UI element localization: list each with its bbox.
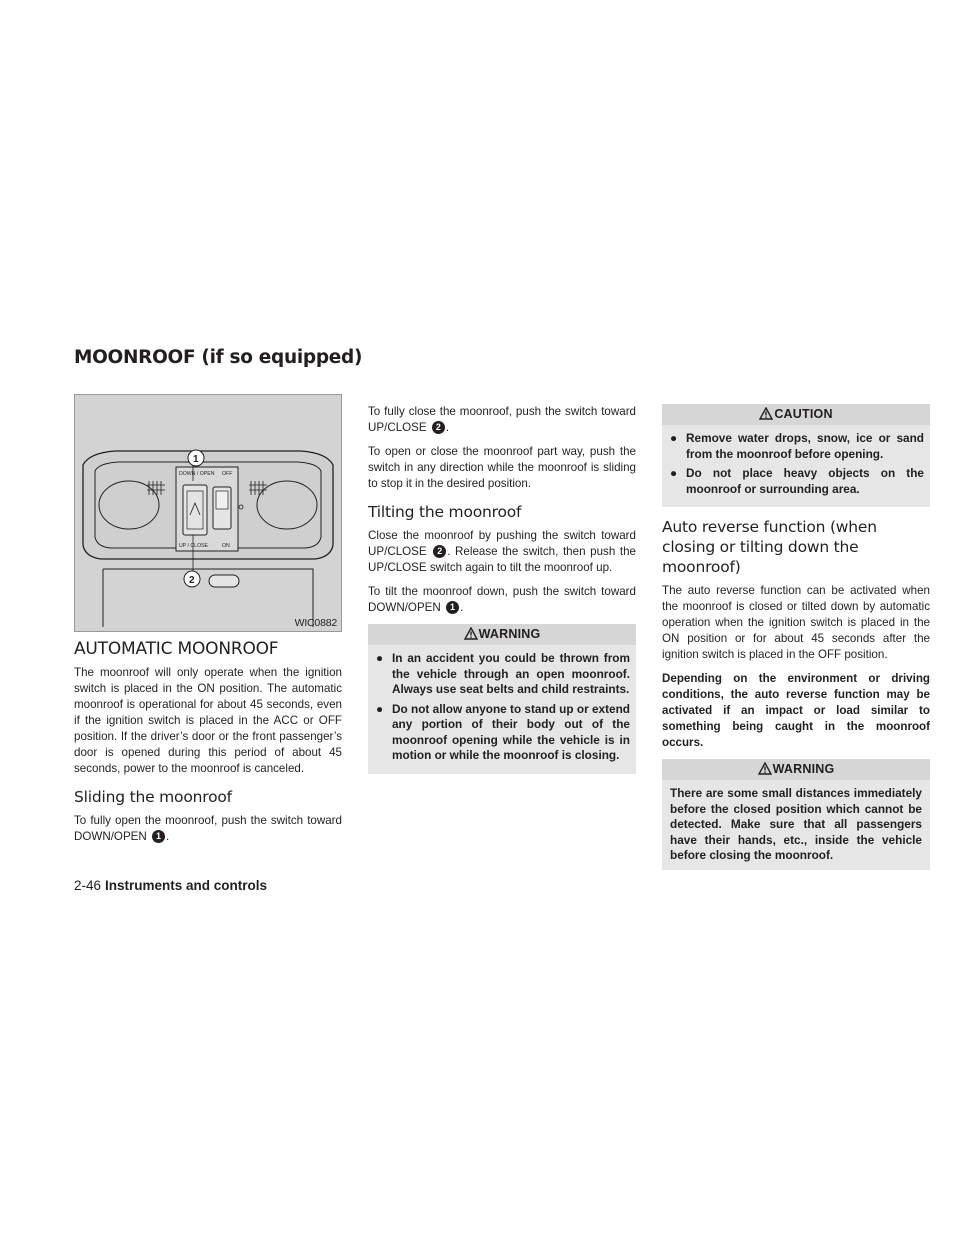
tilt-down-text: To tilt the moonroof down, push the switch toward DOWN/OPEN [368, 585, 636, 614]
figure-label-off: OFF [222, 471, 233, 477]
figure-callout-1: 1 [193, 454, 199, 465]
warning-box-2 [662, 759, 930, 870]
figure-label-on: ON [222, 543, 230, 549]
warning-list [368, 651, 636, 764]
caution-item [670, 431, 924, 462]
bullet-icon: ● [376, 701, 384, 716]
auto-reverse-paragraph: The auto reverse function can be activated when the moonroof is closed or tilted down by automatic operation when the ignition switch is placed in the ON position or for about 45 seconds after the ignition switch is placed in the OFF position. [662, 584, 930, 661]
warning-text: There are some small distances immediately before the closed position which cannot be detected. Make sure that all passengers have their hands, etc., inside the vehicle before closing the moonroof. [670, 786, 922, 862]
sliding-open-paragraph [74, 813, 342, 845]
caution-item-text: Do not place heavy objects on the moonroof or surrounding area. [686, 466, 924, 496]
caution-header [662, 404, 930, 425]
caution-item-text: Remove water drops, snow, ice or sand from the moonroof before opening. [686, 431, 924, 461]
tilt-up-text: Close the moonroof by pushing the switch toward UP/CLOSE [368, 529, 636, 558]
tilt-down-end: . [460, 601, 464, 614]
warning-item [376, 651, 630, 698]
figure-label-up-close: UP / CLOSE [179, 543, 209, 549]
warning-icon [464, 627, 478, 640]
figure-callout-2: 2 [189, 575, 195, 586]
callout-1-ref: 1 [446, 601, 459, 614]
warning-item-text: In an accident you could be thrown from the vehicle through an open moonroof. Always use seat belts and child restraints. [392, 651, 630, 696]
warning-box-1 [368, 624, 636, 774]
tilt-up-end: . Release the switch, then push the UP/CLOSE switch again to tilt the moonroof up. [368, 545, 636, 574]
warning-header-text: WARNING [772, 762, 835, 776]
sliding-close-text: To fully close the moonroof, push the switch toward UP/CLOSE [368, 405, 636, 434]
tilt-up-paragraph [368, 528, 636, 576]
warning-icon [758, 762, 772, 775]
automatic-moonroof-paragraph: The moonroof will only operate when the ignition switch is placed in the ON position. The automatic moonroof is operational for about 45 seconds, even if the ignition switch is placed in the ACC or OFF position. If the driver’s door or the front passenger’s door is opened during this period of about 45 seconds, power to the moonroof is canceled. [74, 666, 342, 775]
tilt-down-paragraph [368, 584, 636, 616]
footer-section-name: Instruments and controls [105, 878, 268, 893]
warning-header-text: WARNING [478, 627, 541, 641]
warning-item [376, 702, 630, 764]
sliding-moonroof-subtitle: Sliding the moonroof [74, 788, 232, 806]
column-2 [368, 404, 636, 780]
caution-list [662, 431, 930, 497]
caution-box [662, 404, 930, 507]
warning-header [662, 759, 930, 780]
sliding-close-paragraph [368, 404, 636, 436]
caution-icon [759, 407, 773, 420]
callout-2-ref: 2 [433, 545, 446, 558]
warning-header [368, 624, 636, 645]
warning-item-text: Do not allow anyone to stand up or extend any portion of their body out of the moonroof opening while the vehicle is in motion or while the moonroof is closing. [392, 701, 630, 762]
tilting-moonroof-subtitle: Tilting the moonroof [368, 503, 522, 521]
page-number: 2-46 [74, 878, 102, 893]
section-heading: MOONROOF (if so equipped) [74, 347, 363, 368]
column-1 [74, 394, 342, 853]
auto-reverse-subtitle: Auto reverse function (when closing or tilting down the moonroof) [662, 518, 877, 576]
callout-2-ref: 2 [432, 421, 445, 434]
overhead-console-illustration [75, 395, 341, 631]
figure-code: WIC0882 [294, 617, 337, 629]
sliding-close-end: . [445, 421, 450, 434]
bullet-icon: ● [670, 466, 678, 480]
sliding-open-end: . [166, 830, 170, 843]
moonroof-switch-figure [74, 394, 342, 632]
partway-paragraph: To open or close the moonroof part way, push the switch in any direction while the moonroof is sliding to stop it in the desired position. [368, 445, 636, 490]
caution-item [670, 466, 924, 497]
sliding-open-text: To fully open the moonroof, push the switch toward DOWN/OPEN [74, 814, 342, 843]
figure-label-down-open: DOWN / OPEN [179, 471, 215, 477]
callout-1-ref: 1 [152, 830, 165, 843]
automatic-moonroof-title: AUTOMATIC MOONROOF [74, 639, 279, 659]
column-3 [662, 404, 930, 876]
caution-header-text: CAUTION [774, 407, 833, 421]
page-footer [74, 878, 267, 893]
bullet-icon: ● [376, 651, 384, 665]
auto-reverse-bold-paragraph: Depending on the environment or driving conditions, the auto reverse function may be activated if an impact or load similar to something being caught in the moonroof occurs. [662, 672, 930, 749]
bullet-icon: ● [670, 431, 678, 445]
